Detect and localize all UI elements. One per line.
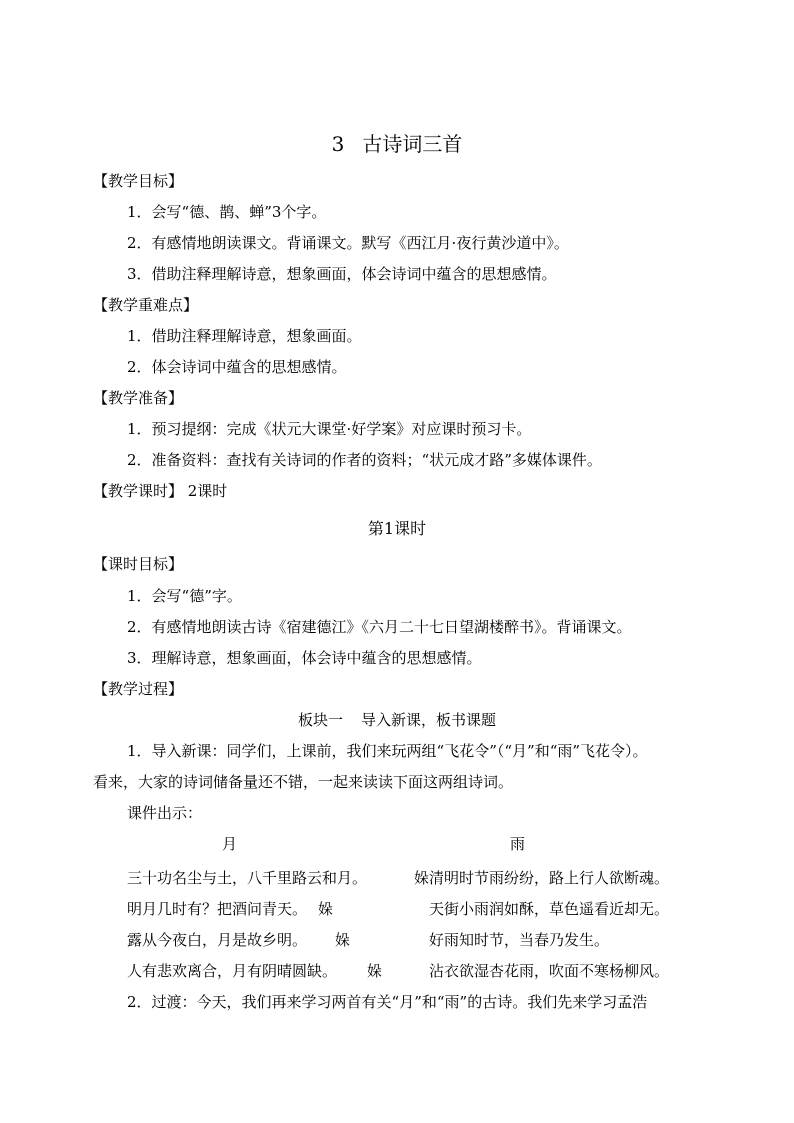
column-heading-rain: 雨 [510,835,526,853]
goal-item-3: 3．借助注释理解诗意，想象画面，体会诗词中蕴含的思想感情。 [127,265,557,283]
key-item-1: 1．借助注释理解诗意，想象画面。 [127,327,362,345]
moon-poem-line-2: 明月几时有？把酒问青天。 [127,900,308,918]
moon-poem-line-1: 三十功名尘与土，八千里路云和月。 [127,869,368,887]
lesson-title: 古诗词三首 [362,132,463,156]
pad-glyph-1: 㛊 [414,869,430,887]
courseware-label: 课件出示： [127,804,203,822]
rain-poem-line-2: 天街小雨润如酥，草色遥看近却无。 [429,900,670,918]
lesson-goal-item-3: 3．理解诗意，想象画面，体会诗中蕴含的思想感情。 [127,649,482,667]
pad-glyph-4: 㛊 [367,962,383,980]
lesson1-title: 第1课时 [367,519,427,538]
section-heading-hours: 【教学课时】 2课时 [93,482,228,500]
moon-poem-line-3: 露从今夜白，月是故乡明。 [127,931,308,949]
intro-paragraph-line-1: 1．导入新课：同学们，上课前，我们来玩两组“飞花令”（“月”和“雨”飞花令）。 [127,742,648,760]
transition-paragraph: 2．过渡：今天，我们再来学习两首有关“月”和“雨”的古诗。我们先来学习孟浩 [127,993,648,1011]
lesson-goal-item-2: 2．有感情地朗读古诗《宿建德江》《六月二十七日望湖楼醉书》。背诵课文。 [127,618,632,636]
block-heading [0,709,794,731]
moon-poem-line-4: 人有悲欢离合，月有阴晴圆缺。 [127,962,338,980]
rain-poem-line-1: 清明时节雨纷纷，路上行人欲断魂。 [429,869,670,887]
prep-item-1: 1．预习提纲：完成《状元大课堂·好学案》对应课时预习卡。 [127,420,532,438]
section-heading-key-points: 【教学重难点】 [93,296,199,314]
pad-glyph-3: 㛊 [335,931,351,949]
rain-poem-line-3: 好雨知时节，当春乃发生。 [429,931,610,949]
section-heading-process: 【教学过程】 [93,680,184,698]
prep-item-2: 2．准备资料：查找有关诗词的作者的资料；“状元成才路”多媒体课件。 [127,451,602,469]
column-heading-moon: 月 [222,835,238,853]
section-heading-preparation: 【教学准备】 [93,389,184,407]
lesson-goal-item-1: 1．会写“德”字。 [127,587,242,605]
intro-paragraph-line-2: 看来，大家的诗词储备量还不错，一起来读读下面这两组诗词。 [93,773,514,791]
key-item-2: 2．体会诗词中蕴含的思想感情。 [127,358,347,376]
lesson-number: 3 [331,132,345,156]
page-title [0,130,794,158]
pad-glyph-2: 㛊 [318,900,334,918]
goal-item-1: 1．会写“德、鹊、蝉”3个字。 [127,203,327,221]
section-heading-lesson-goals: 【课时目标】 [93,555,184,573]
goal-item-2: 2．有感情地朗读课文。背诵课文。默写《西江月·夜行黄沙道中》。 [127,234,569,252]
section-heading-goals: 【教学目标】 [93,172,184,190]
block-title: 导入新课，板书课题 [361,711,497,729]
rain-poem-line-4: 沾衣欲湿杏花雨，吹面不寒杨柳风。 [429,962,670,980]
block-label: 板块一 [297,711,343,729]
